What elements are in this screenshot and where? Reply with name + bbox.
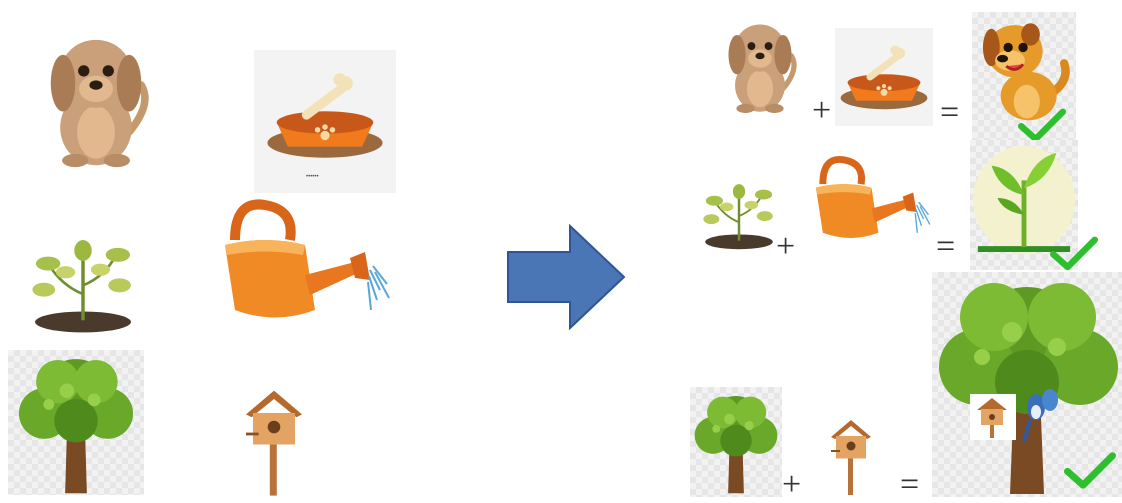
check-icon (1018, 106, 1066, 144)
watering-can-icon (802, 150, 934, 260)
birdhouse-icon (820, 416, 882, 496)
check-icon (1050, 234, 1098, 272)
dog-bowl-icon (835, 28, 933, 126)
plus-sign: + (776, 228, 796, 265)
birdhouse-icon (228, 385, 320, 497)
tree-icon (8, 350, 144, 495)
equation-row-2 (690, 140, 1120, 280)
equation-row-3 (686, 272, 1122, 503)
seedling-icon (22, 220, 144, 342)
puppy-icon (30, 12, 162, 177)
bowl-caption: •••••• (306, 174, 319, 180)
equation-row-1 (700, 10, 1120, 140)
equals-sign: = (940, 94, 960, 131)
puppy-small (712, 10, 808, 115)
right-arrow-icon (500, 222, 630, 332)
dog-bowl-small (835, 28, 933, 126)
transform-arrow (500, 222, 630, 332)
tree-image (8, 350, 144, 495)
birdhouse-small (820, 416, 882, 496)
plus-sign: + (782, 466, 802, 503)
plus-sign: + (812, 92, 832, 129)
puppy-icon (712, 10, 808, 115)
dog-bowl-image (254, 50, 396, 193)
seedling-icon (696, 172, 782, 254)
dog-bowl-icon (254, 50, 396, 180)
tree-icon (690, 387, 782, 497)
watering-can-image (205, 195, 395, 345)
seedling-small (696, 172, 782, 254)
birdhouse-image (228, 385, 320, 497)
equals-sign: = (900, 466, 920, 503)
puppy-image (30, 12, 162, 177)
watering-can-small (802, 150, 934, 260)
check-icon (1064, 450, 1116, 490)
watering-can-icon (205, 195, 395, 345)
equals-sign: = (936, 228, 956, 265)
seedling-image (22, 220, 144, 342)
tree-small (690, 387, 782, 497)
